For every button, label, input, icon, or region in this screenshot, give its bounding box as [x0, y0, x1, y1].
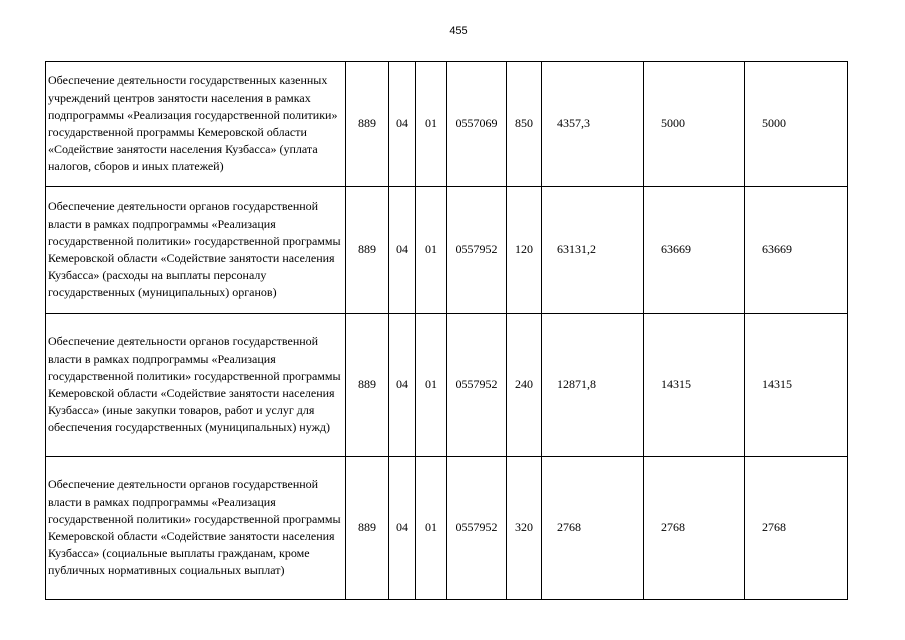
- row-description: Обеспечение деятельности органов государственной власти в рамках подпрограммы «Реализация государственной политики» государственной программы Кемеровской области «Содействие занятости населения Кузбасса» (иные закупки товаров, работ и услуг для обеспечения государственных (муниципальных) нужд): [46, 314, 346, 457]
- amount-year-2: 63669: [661, 242, 691, 257]
- ministry-code: 889: [346, 457, 389, 600]
- target-article-code: 0557952: [447, 314, 507, 457]
- target-article-code: 0557069: [447, 62, 507, 187]
- amount-year-1: 4357,3: [557, 116, 590, 131]
- page-number: 455: [449, 25, 468, 37]
- ministry-code: 889: [346, 62, 389, 187]
- amount-year-2: 2768: [661, 520, 685, 535]
- amount-year-3: 14315: [762, 377, 792, 392]
- section-code: 04: [389, 187, 416, 314]
- amount-year-1: 2768: [557, 520, 581, 535]
- section-code: 04: [389, 314, 416, 457]
- amount-year-1-cell: [542, 457, 644, 600]
- table-row: [46, 187, 848, 314]
- expense-type-code: 320: [507, 457, 542, 600]
- row-description: Обеспечение деятельности государственных казенных учреждений центров занятости населения в рамках подпрограммы «Реализация государственной политики» государственной программы Кемеровской области «Содействие занятости населения Кузбасса» (уплата налогов, сборов и иных платежей): [46, 62, 346, 187]
- amount-year-2: 5000: [661, 116, 685, 131]
- amount-year-3: 5000: [762, 116, 786, 131]
- amount-year-3-cell: [745, 187, 848, 314]
- amount-year-3: 63669: [762, 242, 792, 257]
- subsection-code: 01: [416, 457, 447, 600]
- expense-type-code: 120: [507, 187, 542, 314]
- table-row: [46, 314, 848, 457]
- amount-year-1: 63131,2: [557, 242, 596, 257]
- row-description: Обеспечение деятельности органов государственной власти в рамках подпрограммы «Реализация государственной политики» государственной программы Кемеровской области «Содействие занятости населения Кузбасса» (социальные выплаты гражданам, кроме публичных нормативных социальных выплат): [46, 457, 346, 600]
- amount-year-2-cell: [644, 457, 745, 600]
- amount-year-1-cell: [542, 187, 644, 314]
- amount-year-1-cell: [542, 314, 644, 457]
- ministry-code: 889: [346, 187, 389, 314]
- target-article-code: 0557952: [447, 187, 507, 314]
- amount-year-3-cell: [745, 62, 848, 187]
- expense-type-code: 850: [507, 62, 542, 187]
- amount-year-3-cell: [745, 314, 848, 457]
- row-description: Обеспечение деятельности органов государственной власти в рамках подпрограммы «Реализация государственной политики» государственной программы Кемеровской области «Содействие занятости населения Кузбасса» (расходы на выплаты персоналу государственных (муниципальных) органов): [46, 187, 346, 314]
- amount-year-2-cell: [644, 62, 745, 187]
- subsection-code: 01: [416, 62, 447, 187]
- table-row: [46, 457, 848, 600]
- subsection-code: 01: [416, 187, 447, 314]
- section-code: 04: [389, 62, 416, 187]
- budget-table: [45, 61, 848, 600]
- amount-year-1: 12871,8: [557, 377, 596, 392]
- amount-year-3-cell: [745, 457, 848, 600]
- expense-type-code: 240: [507, 314, 542, 457]
- subsection-code: 01: [416, 314, 447, 457]
- section-code: 04: [389, 457, 416, 600]
- amount-year-2-cell: [644, 314, 745, 457]
- amount-year-2: 14315: [661, 377, 691, 392]
- table-row: [46, 62, 848, 187]
- amount-year-2-cell: [644, 187, 745, 314]
- ministry-code: 889: [346, 314, 389, 457]
- target-article-code: 0557952: [447, 457, 507, 600]
- amount-year-3: 2768: [762, 520, 786, 535]
- amount-year-1-cell: [542, 62, 644, 187]
